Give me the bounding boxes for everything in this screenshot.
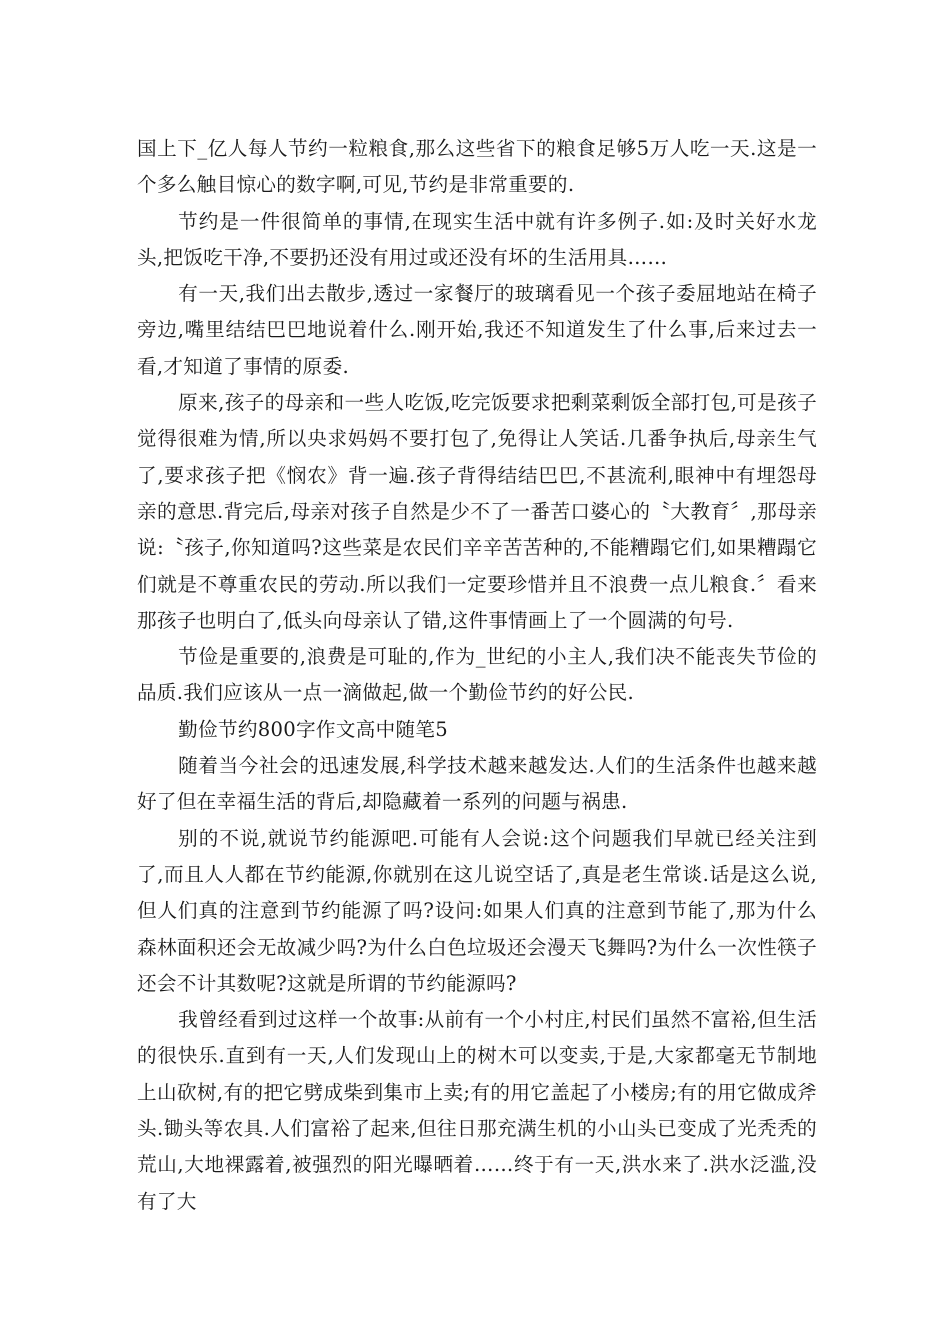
paragraph-4: 原来,孩子的母亲和一些人吃饭,吃完饭要求把剩菜剩饭全部打包,可是孩子觉得很难为情,所以央求妈妈不要打包了,免得让人笑话.几番争执后,母亲生气了,要求孩子把《悯农》背一遍.孩子背得结结巴巴,不甚流利,眼神中有埋怨母亲的意思.背完后,母亲对孩子自然是少不了一番苦口婆心的〝大教育〞,那母亲说:〝孩子,你知道吗?这些菜是农民们辛辛苦苦种的,不能糟蹋它们,如果糟蹋它们就是不尊重农民的劳动.所以我们一定要珍惜并且不浪费一点儿粮食.〞看来那孩子也明白了,低头向母亲认了错,这件事情画上了一个圆满的句号. bbox=[137, 391, 817, 632]
paragraph-8: 我曾经看到过这样一个故事:从前有一个小村庄,村民们虽然不富裕,但生活的很快乐.直到有一天,人们发现山上的树木可以变卖,于是,大家都毫无节制地上山砍树,有的把它劈成柴到集市上卖;有的用它盖起了小楼房;有的用它做成斧头.锄头等农具.人们富裕了起来,但往日那充满生机的小山头已变成了光秃秃的荒山,大地裸露着,被强烈的阳光曝晒着……终于有一天,洪水来了.洪水泛滥,没有了大 bbox=[137, 1008, 817, 1213]
paragraph-1: 国上下_亿人每人节约一粒粮食,那么这些省下的粮食足够5万人吃一天.这是一个多么触目惊心的数字啊,可见,节约是非常重要的. bbox=[137, 137, 817, 197]
paragraph-6: 随着当今社会的迅速发展,科学技术越来越发达.人们的生活条件也越来越好了但在幸福生活的背后,却隐藏着一系列的问题与祸患. bbox=[137, 754, 817, 814]
paragraph-2: 节约是一件很简单的事情,在现实生活中就有许多例子.如:及时关好水龙头,把饭吃干净,不要扔还没有用过或还没有坏的生活用具…… bbox=[137, 209, 817, 269]
paragraph-3: 有一天,我们出去散步,透过一家餐厅的玻璃看见一个孩子委屈地站在椅子旁边,嘴里结结巴巴地说着什么.刚开始,我还不知道发生了什么事,后来过去一看,才知道了事情的原委. bbox=[137, 282, 817, 378]
paragraph-7: 别的不说,就说节约能源吧.可能有人会说:这个问题我们早就已经关注到了,而且人人都在节约能源,你就别在这儿说空话了,真是老生常谈.话是这么说,但人们真的注意到节约能源了吗?设问:如果人们真的注意到节能了,那为什么森林面积还会无故减少吗?为什么白色垃圾还会漫天飞舞吗?为什么一次性筷子还会不计其数呢?这就是所谓的节约能源吗? bbox=[137, 826, 817, 995]
paragraph-5: 节俭是重要的,浪费是可耻的,作为_世纪的小主人,我们决不能丧失节俭的品质.我们应该从一点一滴做起,做一个勤俭节约的好公民. bbox=[137, 645, 817, 705]
essay-title: 勤俭节约800字作文高中随笔5 bbox=[178, 717, 449, 741]
document-body bbox=[137, 131, 817, 1220]
